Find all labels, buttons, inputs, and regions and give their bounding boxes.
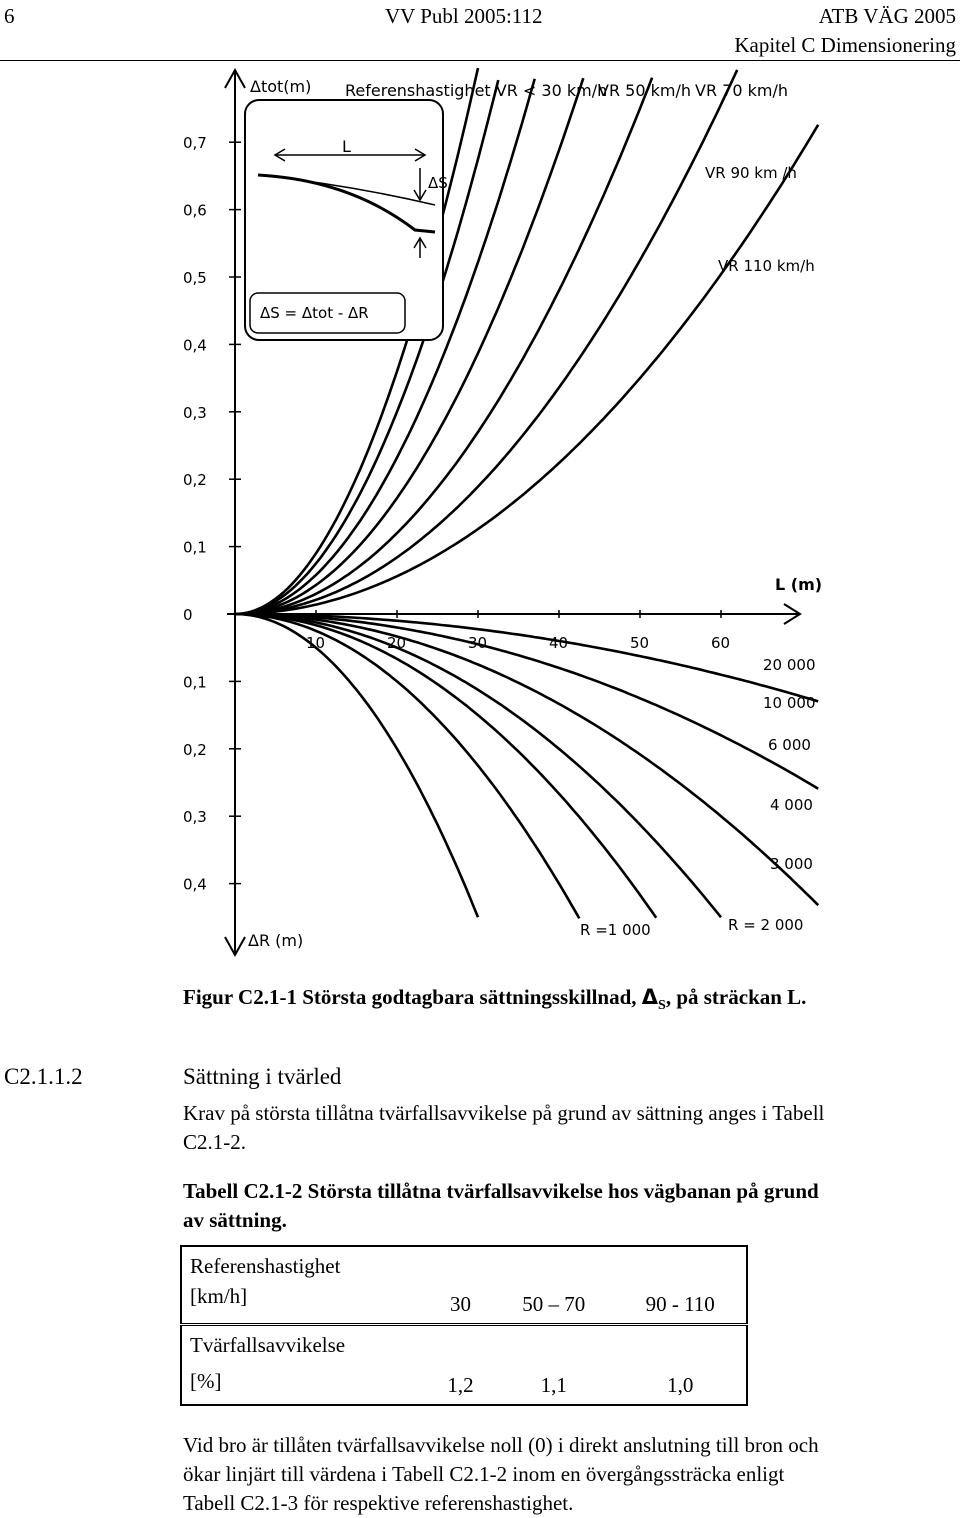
section-title: Sättning i tvärled bbox=[183, 1064, 342, 1089]
table-cell: 1,1 bbox=[540, 1373, 567, 1397]
lower-series-label: R = 2 000 bbox=[728, 916, 804, 934]
y-upper-axis-label: Δtot(m) bbox=[250, 77, 312, 96]
settlement-chart bbox=[180, 60, 840, 960]
x-tick-label: 50 bbox=[630, 634, 650, 652]
inset-formula: ΔS = Δtot - ΔR bbox=[260, 304, 369, 322]
page-number: 6 bbox=[4, 4, 15, 28]
x-tick-label: 30 bbox=[468, 634, 488, 652]
y-tick-label: 0,4 bbox=[183, 875, 207, 894]
x-tick-label: 10 bbox=[306, 634, 326, 652]
table-row-label bbox=[181, 1246, 428, 1325]
x-tick-label: 20 bbox=[387, 634, 407, 652]
y-tick-label: 0,2 bbox=[183, 471, 207, 490]
lower-series-label: 3 000 bbox=[770, 855, 813, 873]
chapter-title: Kapitel C Dimensionering bbox=[734, 33, 956, 57]
section-intro-line1: Krav på största tillåtna tvärfallsavvikelse på grund av sättning anges i Tabell bbox=[183, 1101, 825, 1125]
lower-series-label: 10 000 bbox=[763, 694, 816, 712]
figure-caption bbox=[183, 985, 806, 1014]
caption-suffix: , på sträckan L. bbox=[665, 985, 807, 1009]
table-row-label bbox=[181, 1325, 428, 1406]
x-axis-label: L (m) bbox=[775, 575, 823, 594]
y-tick-label: 0,7 bbox=[183, 134, 207, 153]
chart-inset bbox=[245, 100, 448, 340]
caption-delta-sub: S bbox=[658, 998, 666, 1014]
tolerance-table bbox=[180, 1245, 748, 1406]
lower-series-label: 20 000 bbox=[763, 656, 816, 674]
table-caption-line2: av sättning. bbox=[183, 1208, 287, 1232]
lower-curves bbox=[235, 614, 818, 918]
table-cell: 90 - 110 bbox=[614, 1246, 747, 1325]
table-row bbox=[181, 1246, 747, 1325]
y-tick-label: 0,2 bbox=[183, 740, 207, 759]
lower-curve bbox=[235, 614, 656, 918]
row-label-line1: Referenshastighet bbox=[190, 1254, 341, 1278]
y-tick-label: 0,5 bbox=[183, 269, 207, 287]
x-tick-label: 40 bbox=[549, 634, 569, 652]
caption-prefix: Figur C2.1-1 Största godtagbara sättningsskillnad, bbox=[183, 985, 642, 1009]
footer-line3: Tabell C2.1-3 för respektive referenshastighet. bbox=[183, 1491, 574, 1515]
y-tick-label: 0,3 bbox=[183, 808, 207, 827]
y-tick-label: 0,6 bbox=[183, 201, 207, 220]
section-number: C2.1.1.2 bbox=[4, 1064, 83, 1089]
table-caption-line1: Tabell C2.1-2 Största tillåtna tvärfallsavvikelse hos vägbanan på grund bbox=[183, 1179, 819, 1203]
y-tick-label: 0,3 bbox=[183, 403, 207, 422]
upper-series-label: VR 110 km/h bbox=[718, 257, 815, 275]
y-lower-axis-label: ΔR (m) bbox=[248, 931, 304, 950]
y-tick-label: 0 bbox=[183, 606, 193, 624]
series-title: ATB VÄG 2005 bbox=[818, 4, 956, 28]
table-row bbox=[181, 1325, 747, 1406]
table-cell: 1,0 bbox=[667, 1373, 694, 1397]
inset-L-label: L bbox=[342, 137, 351, 156]
x-tick-label: 60 bbox=[711, 634, 731, 652]
upper-series-label: VR 70 km/h bbox=[695, 81, 788, 100]
y-tick-label: 0,1 bbox=[183, 538, 207, 557]
upper-series-label: VR 90 km /h bbox=[705, 164, 797, 182]
lower-curve bbox=[235, 614, 478, 917]
lower-series-label: 6 000 bbox=[768, 736, 811, 754]
publication-id: VV Publ 2005:112 bbox=[385, 4, 543, 28]
y-tick-label: 0,4 bbox=[183, 336, 207, 355]
section-intro-line2: C2.1-2. bbox=[183, 1130, 246, 1154]
table-cell: 1,2 bbox=[447, 1373, 474, 1397]
lower-series-label: 4 000 bbox=[770, 796, 813, 814]
lower-series-label: R =1 000 bbox=[580, 921, 651, 939]
row-label-line2: [km/h] bbox=[190, 1284, 248, 1308]
caption-delta: Δ bbox=[641, 985, 659, 1009]
y-tick-label: 0,1 bbox=[183, 673, 207, 692]
table-cell: 50 – 70 bbox=[493, 1246, 614, 1325]
footer-line2: ökar linjärt till värdena i Tabell C2.1-2 inom en övergångssträcka enligt bbox=[183, 1462, 785, 1486]
table-cell: 30 bbox=[428, 1246, 493, 1325]
row-label-line1: Tvärfallsavvikelse bbox=[190, 1333, 346, 1357]
footer-line1: Vid bro är tillåten tvärfallsavvikelse noll (0) i direkt anslutning till bron och bbox=[183, 1433, 819, 1457]
upper-series-label: VR 50 km/h bbox=[598, 81, 691, 100]
chart-title: Referenshastighet VR < 30 km/h bbox=[345, 81, 608, 100]
row-label-line2: [%] bbox=[190, 1369, 222, 1393]
inset-delta-label: ΔS bbox=[428, 174, 448, 192]
